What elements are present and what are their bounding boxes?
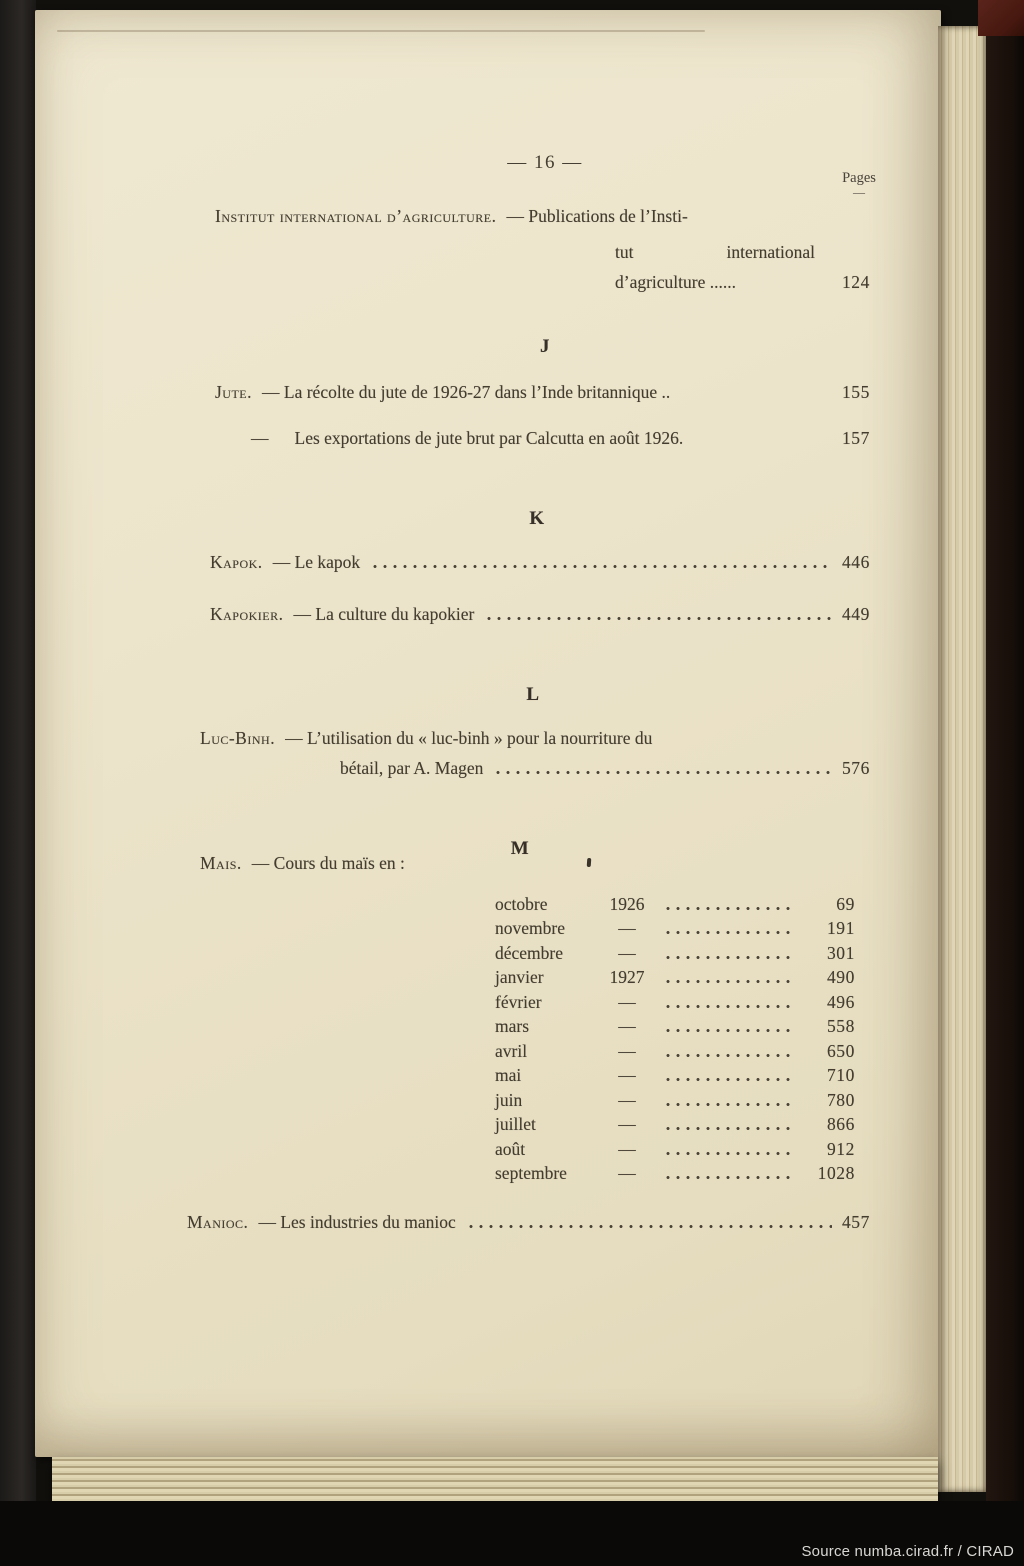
index-term: Jute.	[215, 382, 253, 402]
index-text: — Cours du maïs en :	[251, 853, 405, 873]
index-text: Les exportations de jute brut par Calcutta en août 1926.	[294, 428, 684, 448]
index-term: Kapok.	[210, 552, 263, 572]
book-cover-corner	[978, 0, 1024, 36]
month-year: —	[618, 918, 636, 938]
month-row	[495, 918, 855, 939]
dot-leader	[663, 955, 795, 960]
index-entry-manioc	[187, 1212, 870, 1233]
month-name: octobre	[495, 894, 548, 914]
month-year: —	[618, 1114, 636, 1134]
dot-leader	[484, 616, 832, 621]
page-ref: 650	[826, 1041, 855, 1061]
month-year: —	[618, 943, 636, 963]
index-term: Mais.	[200, 853, 242, 873]
pages-column-dash: —	[853, 185, 865, 199]
page-ref: 496	[826, 992, 855, 1012]
month-name: mars	[495, 1016, 530, 1036]
book-gutter-edge	[0, 0, 36, 1566]
index-text: — Les industries du manioc	[258, 1212, 456, 1232]
month-row	[495, 992, 855, 1013]
index-text: international	[726, 242, 815, 262]
month-name: novembre	[495, 918, 565, 938]
page-ref: 490	[826, 967, 855, 987]
index-entry-jute-1	[215, 382, 870, 403]
dot-leader	[663, 1004, 795, 1009]
index-text: — La récolte du jute de 1926-27 dans l’Inde britannique ..	[262, 382, 671, 402]
index-text: — Publications de l’Insti-	[506, 206, 688, 226]
dot-leader	[466, 1224, 832, 1229]
month-row	[495, 894, 855, 915]
month-year: —	[618, 1090, 636, 1110]
underlying-page-edge	[57, 30, 705, 32]
page-ref: 124	[841, 272, 870, 292]
page-ref: 710	[826, 1065, 855, 1085]
month-row	[495, 1090, 855, 1111]
month-name: avril	[495, 1041, 528, 1061]
index-entry-kapok	[210, 552, 870, 573]
index-entry-mais	[200, 853, 870, 874]
page-folio-number: — 16 —	[507, 152, 583, 173]
index-entry-institut-line2	[615, 242, 815, 263]
source-credit: Source numba.cirad.fr / CIRAD	[801, 1543, 1014, 1560]
page-ref: 301	[826, 943, 855, 963]
index-term: Luc-Binh.	[200, 728, 276, 748]
ditto-dash: —	[251, 428, 269, 448]
index-term: Kapokier.	[210, 604, 284, 624]
dot-leader	[663, 1102, 795, 1107]
index-term: Institut international d’agriculture.	[215, 206, 497, 226]
page-ref: 446	[841, 552, 870, 572]
section-letter-k: K	[529, 508, 545, 529]
month-row	[495, 1016, 855, 1037]
dot-leader	[663, 1151, 795, 1156]
month-year: 1927	[609, 967, 645, 987]
section-letter-m: M	[510, 838, 530, 859]
month-name: janvier	[495, 967, 544, 987]
index-term: Manioc.	[187, 1212, 249, 1232]
month-year: —	[618, 1016, 636, 1036]
month-name: juin	[495, 1090, 523, 1110]
pages-column-label: Pages	[842, 170, 876, 186]
month-year: —	[618, 1041, 636, 1061]
month-name: décembre	[495, 943, 564, 963]
dot-leader	[663, 979, 795, 984]
page-ref: 157	[841, 428, 870, 448]
month-row	[495, 943, 855, 964]
index-entry-jute-2	[215, 428, 870, 449]
dot-leader	[370, 564, 832, 569]
month-year: —	[618, 1065, 636, 1085]
month-name: septembre	[495, 1163, 567, 1183]
index-text: bétail, par A. Magen	[340, 758, 484, 778]
dot-leader	[663, 1053, 795, 1058]
scanned-page	[35, 10, 941, 1457]
page-ref: 457	[841, 1212, 870, 1232]
index-entry-institut-line3	[615, 272, 870, 293]
month-row	[495, 1041, 855, 1062]
page-ref: 1028	[817, 1163, 855, 1183]
month-year: 1926	[609, 894, 645, 914]
month-row	[495, 1139, 855, 1160]
index-entry-lucbinh-line1	[200, 728, 870, 749]
page-ref: 449	[841, 604, 870, 624]
index-text: d’agriculture ......	[615, 272, 736, 292]
month-row	[495, 1114, 855, 1135]
book-cover-edge	[986, 0, 1024, 1566]
index-text: — Le kapok	[272, 552, 361, 572]
page-ref: 912	[826, 1139, 855, 1159]
month-name: février	[495, 992, 542, 1012]
dot-leader	[663, 1175, 795, 1180]
index-text: — La culture du kapokier	[293, 604, 475, 624]
month-year: —	[618, 1139, 636, 1159]
pages-column-header	[829, 170, 889, 198]
section-letter-j: J	[540, 336, 550, 357]
dot-leader	[493, 770, 832, 775]
page-ref: 558	[826, 1016, 855, 1036]
month-row	[495, 1065, 855, 1086]
book-fore-edge	[938, 26, 988, 1492]
dot-leader	[663, 1077, 795, 1082]
page-stack-edge	[52, 1457, 938, 1501]
month-name: mai	[495, 1065, 522, 1085]
index-entry-kapokier	[210, 604, 870, 625]
dot-leader	[663, 1126, 795, 1131]
section-letter-l: L	[526, 684, 540, 705]
ink-blot-mark	[587, 858, 592, 867]
month-row	[495, 1163, 855, 1184]
page-ref: 191	[826, 918, 855, 938]
page-ref: 576	[841, 758, 870, 778]
page-ref: 155	[841, 382, 870, 402]
page-ref: 69	[836, 894, 855, 914]
dot-leader	[663, 1028, 795, 1033]
index-entry-institut-line1	[215, 206, 870, 227]
index-text: tut	[615, 242, 634, 262]
dot-leader	[663, 906, 795, 911]
dot-leader	[663, 930, 795, 935]
month-year: —	[618, 992, 636, 1012]
month-name: août	[495, 1139, 526, 1159]
index-entry-lucbinh-line2	[340, 758, 870, 779]
page-ref: 866	[826, 1114, 855, 1134]
month-year: —	[618, 1163, 636, 1183]
page-ref: 780	[826, 1090, 855, 1110]
month-row	[495, 967, 855, 988]
month-name: juillet	[495, 1114, 536, 1134]
index-text: — L’utilisation du « luc-binh » pour la nourriture du	[285, 728, 653, 748]
